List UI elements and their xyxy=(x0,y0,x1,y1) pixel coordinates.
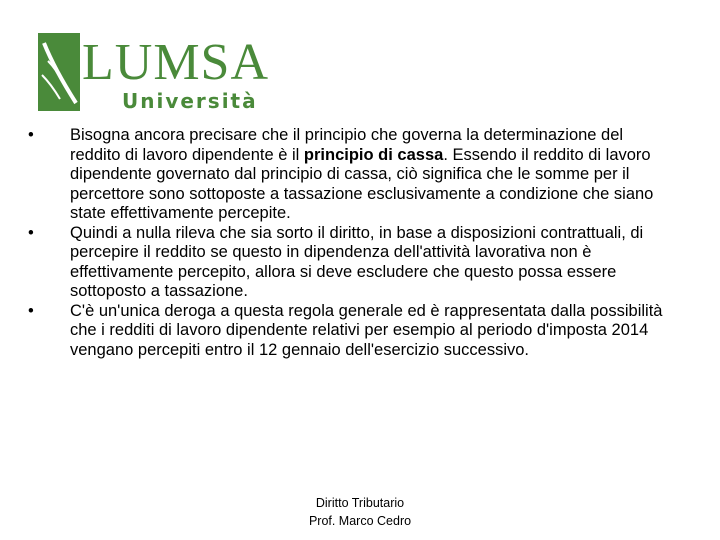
bullet-marker: • xyxy=(28,223,34,242)
slide-footer xyxy=(300,494,420,530)
bullet-item xyxy=(28,302,668,361)
bullet-item xyxy=(28,224,668,302)
bullet-text: C'è un'unica deroga a questa regola generale ed è rappresentata dalla possibilità che i redditi di lavoro dipendente relativi per esempio al periodo d'imposta 2014 vengano percepiti entro il 12 gennaio dell'esercizio successivo. xyxy=(70,301,663,359)
leaf-emblem-icon xyxy=(38,33,80,111)
bullet-text: . Essendo il reddito di lavoro dipendente governato dal principio di cassa, ciò significa che le somme per il percettore sono sottoposte a tassazione esclusivamente a condizione che siano state effettivamente percepite. xyxy=(70,145,654,222)
professor-name: Prof. Marco Cedro xyxy=(308,514,412,528)
course-title: Diritto Tributario xyxy=(315,496,405,510)
logo-wordmark: LUMSA xyxy=(82,34,270,91)
bullet-text: Quindi a nulla rileva che sia sorto il diritto, in base a disposizioni contrattuali, di percepire il reddito se questo in dipendenza dell'attività lavorativa non è effettivamente percepito, allora si deve escludere che questo possa essere sottoposto a tassazione. xyxy=(70,223,644,300)
bullet-emphasis: principio di cassa xyxy=(303,145,444,164)
lumsa-logo xyxy=(38,33,273,115)
logo-subtitle: Università xyxy=(122,89,258,113)
bullet-marker: • xyxy=(28,126,34,144)
bullet-item xyxy=(28,126,668,224)
bullet-text: Bisogna ancora precisare che il principio che governa la determinazione del reddito di lavoro dipendente è il xyxy=(70,126,624,164)
bullet-list xyxy=(28,126,668,360)
bullet-marker: • xyxy=(28,301,34,320)
slide-content xyxy=(28,126,668,360)
